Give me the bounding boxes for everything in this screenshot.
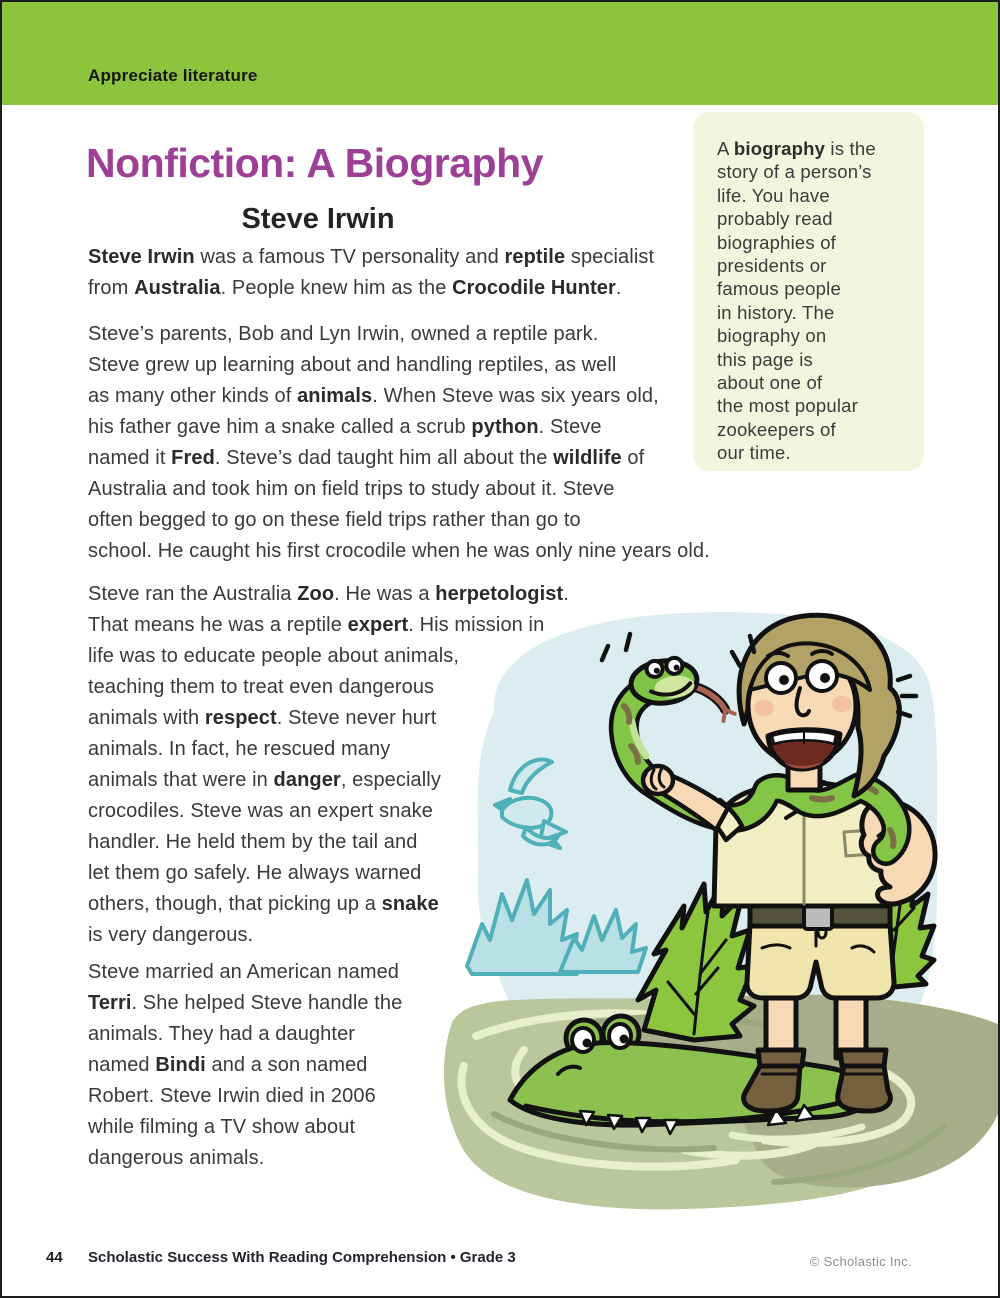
footer-book-title: Scholastic Success With Reading Comprehension • Grade 3: [88, 1249, 516, 1266]
paragraph-4: Steve married an American named Terri. She helped Steve handle the animals. They had a daughter named Bindi and a son named Robert. Steve Irwin died in 2006 while filming a TV show about dangerous animals.: [88, 961, 403, 1169]
section-label: Appreciate literature: [88, 66, 258, 85]
top-banner: [2, 2, 998, 105]
page-number: 44: [46, 1249, 63, 1266]
paragraph-1: Steve Irwin was a famous TV personality and reptile specialist from Australia. People knew him as the Crocodile Hunter.: [88, 246, 655, 299]
definition-callout-box: [693, 112, 924, 471]
paragraph-2: Steve’s parents, Bob and Lyn Irwin, owned a reptile park. Steve grew up learning about and handling reptiles, as well as many other kinds of animals. When Steve was six years old, his father gave him a snake called a scrub python. Steve named it Fred. Steve’s dad taught him all about the wildlife of Australia and took him on field trips to study about it. Steve often begged to go on these field trips rather than go to school. He caught his first crocodile when he was only nine years old.: [88, 323, 710, 562]
definition-text: A biography is the story of a person’s life. You have probably read biographies of presidents or famous people in history. The biography on this page is about one of the most popular zookeepers of our time.: [717, 138, 876, 464]
steve-irwin-illustration: [432, 594, 1000, 1254]
illustration-canvas: [432, 594, 1000, 1254]
article-subtitle: Steve Irwin: [241, 203, 395, 235]
paragraph-3: Steve ran the Australia Zoo. He was a herpetologist. That means he was a reptile expert. His mission in life was to educate people about animals, teaching them to treat even dangerous animals with respect. Steve never hurt animals. In fact, he rescued many animals that were in danger, especially crocodiles. Steve was an expert snake handler. He held them by the tail and let them go safely. He always warned others, though, that picking up a snake is very dangerous.: [88, 583, 569, 946]
page-title: Nonfiction: A Biography: [86, 140, 543, 186]
footer-copyright: © Scholastic Inc.: [809, 1254, 912, 1269]
